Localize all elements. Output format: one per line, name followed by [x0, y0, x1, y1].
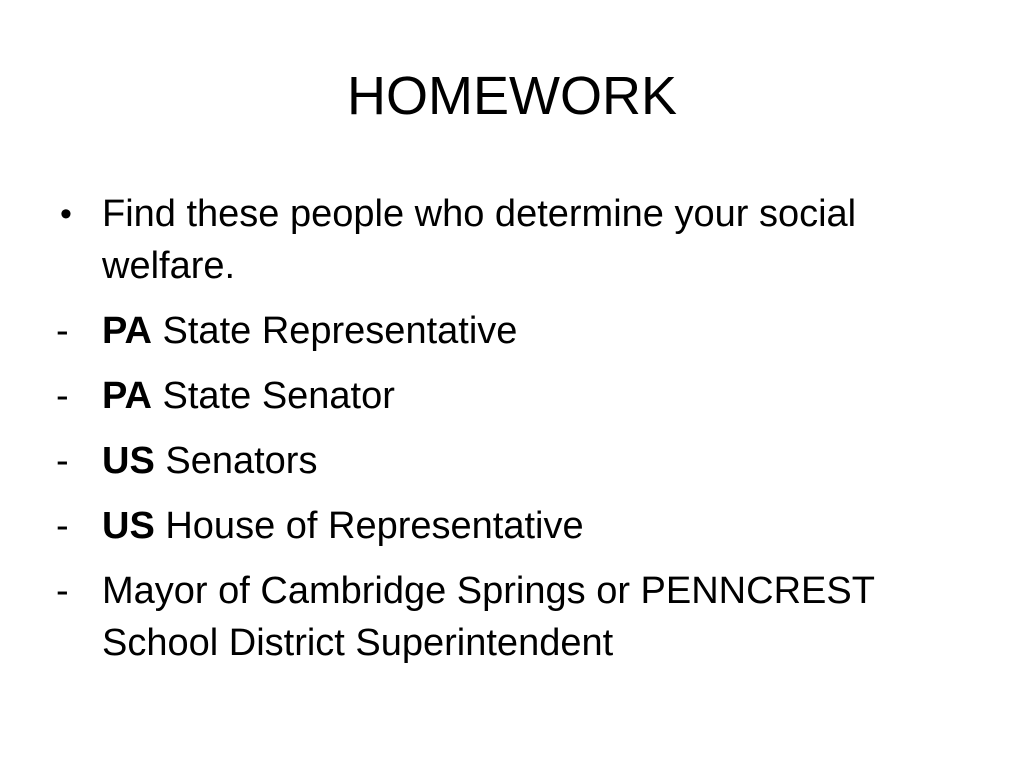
item-text: House of Representative [154, 505, 584, 547]
item-text: Mayor of Cambridge Springs or PENNCREST School District Superintendent [102, 570, 875, 664]
list-item-us-house [56, 500, 956, 552]
list-item-pa-state-senator [56, 370, 956, 422]
item-emphasis: PA [102, 375, 152, 417]
bullet-marker: • [60, 195, 72, 233]
item-emphasis: US [102, 440, 155, 482]
item-text: Senators [154, 440, 318, 482]
intro-bullet [56, 188, 956, 292]
list-item-us-senators [56, 435, 956, 487]
dash-marker: - [56, 375, 69, 417]
item-emphasis: PA [102, 310, 152, 352]
item-text: State Representative [151, 310, 518, 352]
slide-content [56, 188, 956, 682]
slide-title: HOMEWORK [347, 66, 677, 126]
dash-marker: - [56, 505, 69, 547]
list-item-mayor-superintendent [56, 565, 956, 669]
item-emphasis: US [102, 505, 155, 547]
dash-marker: - [56, 310, 69, 352]
list-item-pa-state-representative [56, 305, 956, 357]
dash-marker: - [56, 440, 69, 482]
item-text: State Senator [151, 375, 395, 417]
intro-text: Find these people who determine your social welfare. [102, 193, 857, 287]
dash-marker: - [56, 570, 69, 612]
